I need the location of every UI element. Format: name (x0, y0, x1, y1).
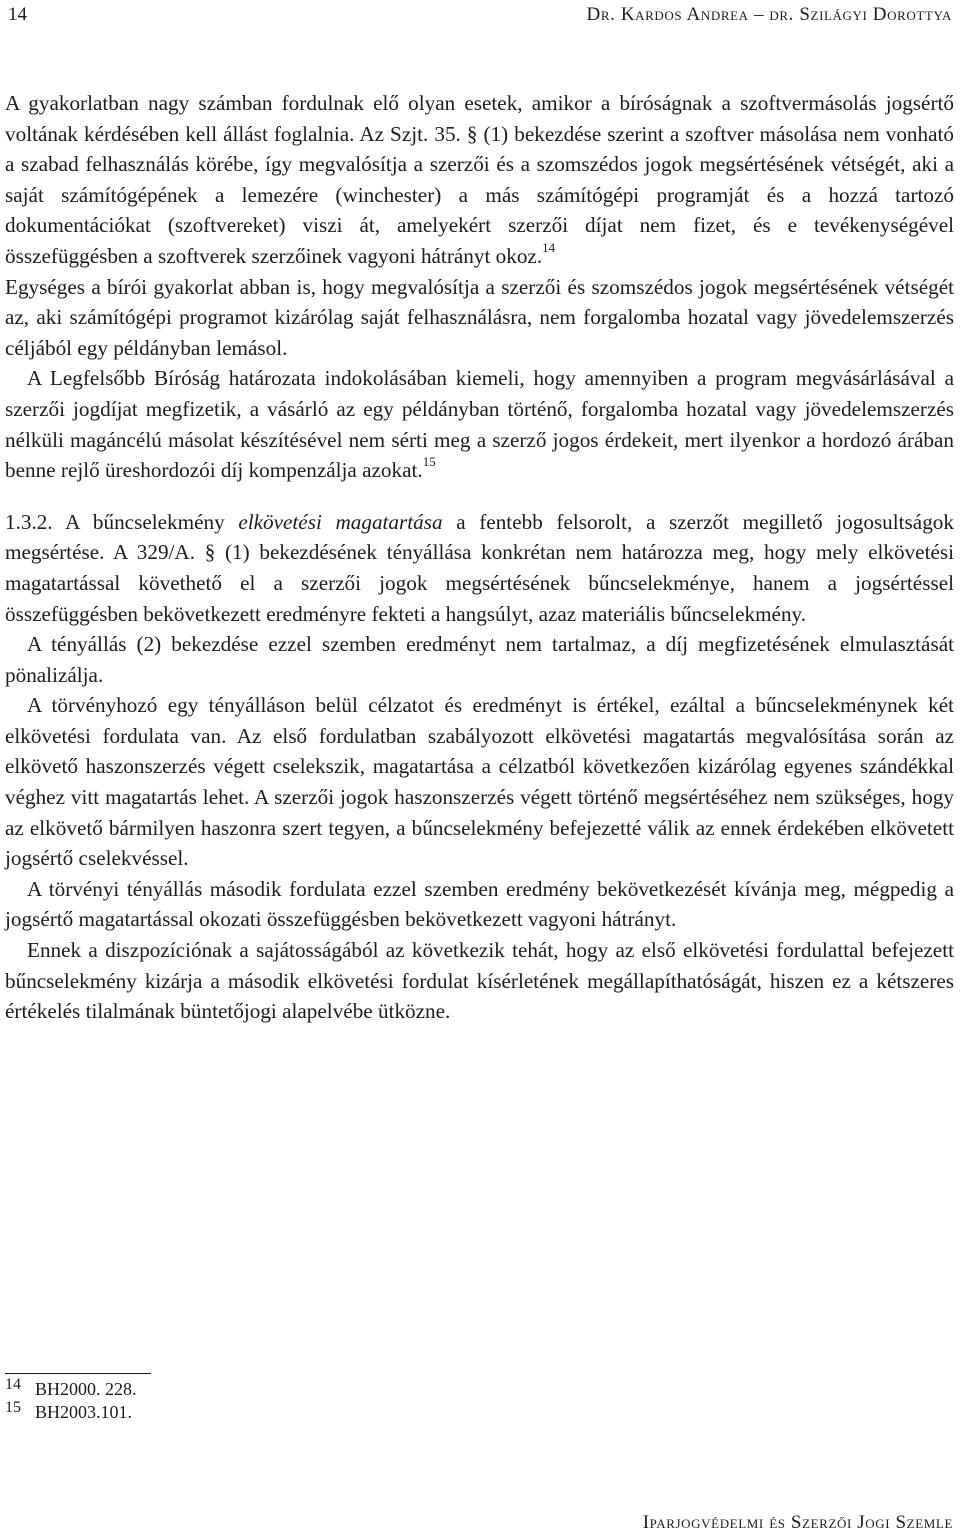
paragraph-conclusion: Ennek a diszpozíciónak a sajátosságából az következik tehát, hogy az első elkövetési fordulattal befejezett bűncselekmény kizárja a második elkövetési fordulat kísérletének megállapíthatóságát, hiszen ez a kétszeres értékelés tilalmának büntetőjogi alapelvébe ütközne. (5, 938, 954, 1024)
paragraph-section-1-3-2 (5, 507, 954, 629)
paragraph-text-post: a fentebb felsorolt, a szerzőt megillető jogosultságok megsértése. A 329/A. § (1) bekezdésének tényállása konkrétan nem határozza meg, hogy mely elkövetési magatartással követhető el a szerzői jogok megsértésének bűncselekménye, hanem a jogsértéssel összefüggésben bekövetkezett eredményre fekteti a hangsúlyt, azaz materiális bűncselekmény. (5, 509, 954, 626)
paragraph-software-copying (5, 88, 954, 272)
running-head-authors: Dr. Kardos Andrea – dr. Szilágyi Dorottya (586, 4, 952, 25)
paragraph-legislator: A törvényhozó egy tényálláson belül célzatot és eredményt is értékel, ezáltal a bűncselekménynek két elkövetési fordulata van. Az első fordulatban szabályozott elkövetési magatartás megvalósítása során az elkövető haszonszerzés végett cselekszik, magatartása a célzatból következően kizárólag egyenes szándékkal véghez vitt magatartás lehet. A szerzői jogok haszonszerzés végett történő megsértéséhez nem szükséges, hogy az elkövető bármilyen haszonra szert tegyen, a bűncselekmény befejezetté válik az ennek érdekében elkövetett jogsértő cselekvéssel. (5, 693, 954, 871)
footnote-item (5, 1401, 605, 1424)
paragraph-subsection-2: A tényállás (2) bekezdése ezzel szemben eredményt nem tartalmaz, a díj megfizetésének elmulasztását pönalizálja. (5, 632, 954, 687)
footnotes (5, 1378, 605, 1424)
journal-footer: Iparjogvédelmi és Szerzői Jogi Szemle (642, 1512, 953, 1533)
footnote-ref-15[interactable]: 15 (422, 454, 436, 470)
footnote-item (5, 1378, 605, 1401)
footnote-ref-14[interactable]: 14 (542, 239, 556, 255)
footnote-number: 14 (5, 1376, 21, 1393)
footnote-text: BH2003.101. (35, 1402, 133, 1422)
paragraph-uniform-practice: Egységes a bírói gyakorlat abban is, hogy megvalósítja a szerzői és szomszédos jogok megsértésének vétségét az, aki számítógépi programot kizárólag saját felhasználásra, nem forgalomba hozatal vagy jövedelemszerzés céljából egy példányban lemásol. (5, 274, 954, 360)
paragraph-text-pre: 1.3.2. A bűncselekmény (5, 509, 239, 534)
paragraph-second-variant: A törvényi tényállás második fordulata ezzel szemben eredmény bekövetkezését kívánja meg, mégpedig a jogsértő magatartással okozati összefüggésben bekövetkezett vagyoni hátrányt. (5, 876, 954, 932)
footnote-text: BH2000. 228. (35, 1379, 137, 1399)
footnote-divider (5, 1373, 151, 1374)
page-number: 14 (8, 4, 27, 25)
article-body (5, 88, 954, 1027)
italic-term: elkövetési magatartása (238, 509, 443, 534)
page-header (8, 4, 952, 30)
footnote-number: 15 (5, 1399, 21, 1416)
paragraph-text: A gyakorlatban nagy számban fordulnak elő olyan esetek, amikor a bíróságnak a szoftvermásolás jogsértő voltának kérdésében kell állást foglalnia. Az Szjt. 35. § (1) bekezdése szerint a szoftver másolása nem vonható a szabad felhasználás körébe, így megvalósítja a szerzői és a szomszédos jogok megsértésének vétségét, aki a saját számítógépének a lemezére (winchester) a más számítógépi programját és a hozzá tartozó dokumentációkat (szoftvereket) viszi át, amelyekért szerzői díjat nem fizet, és e tevékenységével összefüggésben a szoftverek szerzőinek vagyoni hátrányt okoz. (5, 91, 954, 268)
paragraph-text: A Legfelsőbb Bíróság határozata indokolásában kiemeli, hogy amennyiben a program megvásárlásával a szerzői jogdíjat megfizetik, a vásárló az egy példányban történő, forgalomba hozatal vagy jövedelemszerzés nélküli magáncélú másolat készítésével nem sérti meg a szerző jogos érdekeit, mert ilyenkor a hordozó árában benne rejlő üreshordozói díj kompenzálja azokat. (5, 366, 954, 483)
paragraph-supreme-court (5, 363, 954, 485)
